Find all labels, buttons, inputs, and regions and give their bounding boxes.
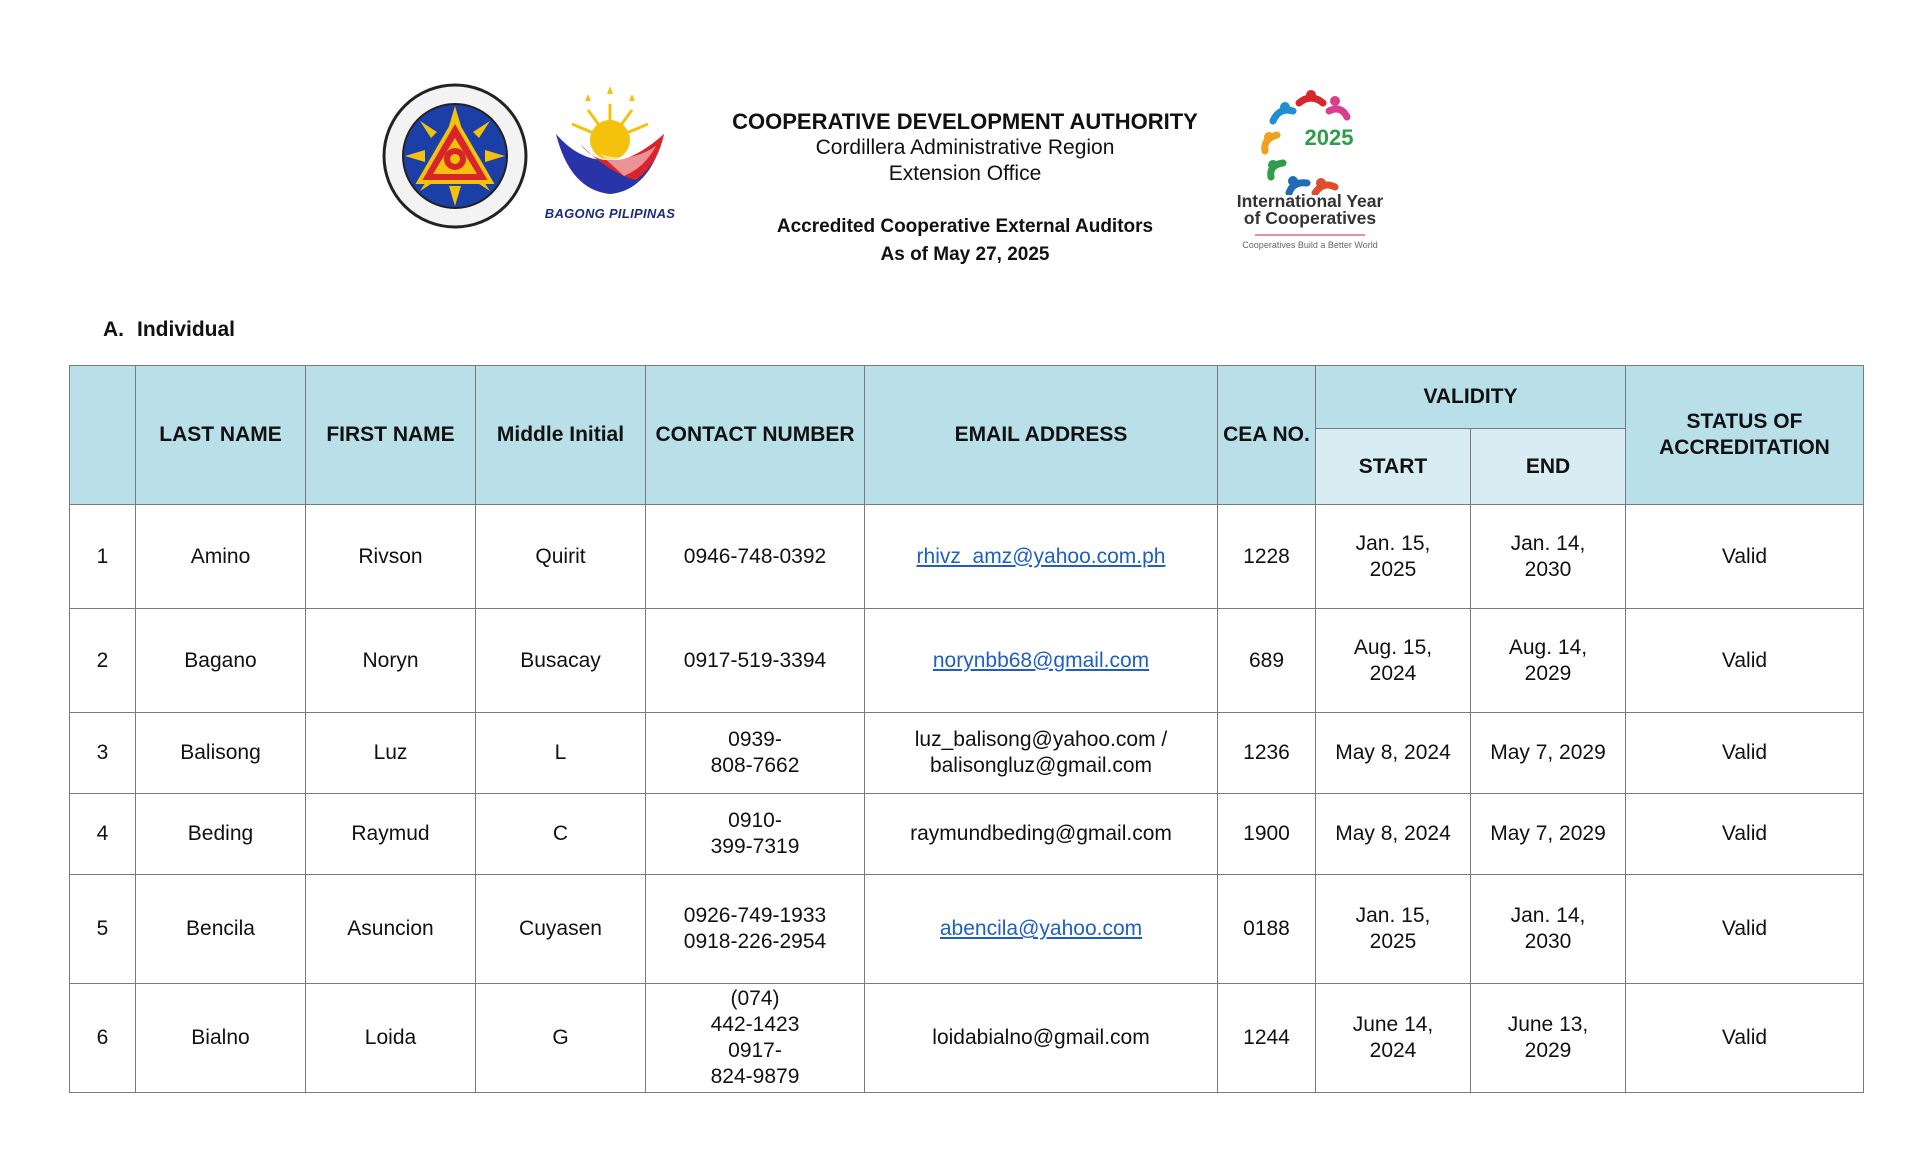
cell-validity-end-line: May 7, 2029 [1490,741,1606,764]
cell-validity-end-line: 2029 [1524,661,1572,685]
cell-validity-start-line: Jan. 15, [1355,904,1431,927]
document-title: Accredited Cooperative External Auditors [776,216,1154,237]
cell-validity-start-line: Aug. 15, [1353,635,1433,659]
iyc-year-text: 2025 [1304,125,1354,150]
cell-email-address [865,794,1218,875]
cell-middle-initial: G [476,984,646,1093]
cell-validity-start [1316,984,1471,1093]
cell-no: 6 [70,984,136,1093]
cell-validity-end [1471,505,1626,609]
header-first-name: FIRST NAME [306,366,476,505]
table-row [70,505,1864,609]
header-end: END [1471,429,1626,505]
cell-contact-number-line: 808-7662 [710,754,800,777]
cell-validity-end [1471,609,1626,713]
section-title: Individual [137,318,236,341]
cell-contact-number-line: 0946-748-0392 [683,544,827,568]
cell-cea-no: 689 [1218,609,1316,713]
table-row [70,609,1864,713]
cell-contact-number-line: 824-9879 [710,1065,800,1088]
cell-contact-number-line: 399-7319 [710,835,800,858]
header-status: STATUS OF ACCREDITATION [1626,366,1864,505]
cell-validity-start-line: 2025 [1369,930,1417,953]
cell-contact-number-line: (074) [730,987,780,1010]
cell-validity-start-line: Jan. 15, [1355,531,1431,555]
table-body [70,505,1864,1093]
cell-middle-initial: C [476,794,646,875]
cell-validity-end-line: 2030 [1524,557,1572,581]
cell-first-name: Rivson [306,505,476,609]
table-row [70,713,1864,794]
cell-validity-end-line: 2029 [1524,1039,1572,1062]
cell-contact-number [646,794,865,875]
cell-cea-no: 1900 [1218,794,1316,875]
header-cea-no: CEA NO. [1218,366,1316,505]
cell-validity-start [1316,609,1471,713]
cell-no: 1 [70,505,136,609]
cell-validity-end [1471,713,1626,794]
cell-validity-start-line: June 14, [1352,1013,1434,1036]
cell-last-name: Bagano [136,609,306,713]
cell-no: 2 [70,609,136,713]
iyc-divider [1255,234,1365,236]
region-name: Cordillera Administrative Region [815,136,1115,159]
email-link[interactable]: rhivz_amz@yahoo.com.ph [916,544,1166,568]
document-header [705,108,1225,269]
cell-validity-start [1316,505,1471,609]
cell-email-address-line: balisongluz@gmail.com [929,754,1153,777]
cell-email-address-line: loidabialno@gmail.com [932,1026,1150,1049]
header-start: START [1316,429,1471,505]
cell-middle-initial: Busacay [476,609,646,713]
table-header [70,366,1864,505]
cell-contact-number-line: 0926-749-1933 [683,904,827,927]
cell-middle-initial: L [476,713,646,794]
cell-last-name: Bialno [136,984,306,1093]
cell-email-address [865,713,1218,794]
cell-validity-start-line: May 8, 2024 [1335,741,1451,764]
cell-validity-end-line: Jan. 14, [1510,531,1586,555]
cell-validity-start [1316,713,1471,794]
header-email-address: EMAIL ADDRESS [865,366,1218,505]
cell-validity-end-line: May 7, 2029 [1490,822,1606,845]
cell-contact-number [646,713,865,794]
agency-name: COOPERATIVE DEVELOPMENT AUTHORITY [732,109,1198,134]
cell-first-name: Raymud [306,794,476,875]
cell-contact-number-line: 0917- [728,1039,782,1062]
cell-middle-initial: Cuyasen [476,875,646,984]
table-row [70,875,1864,984]
cell-contact-number [646,609,865,713]
office-name: Extension Office [888,162,1042,185]
cell-contact-number-line: 0917-519-3394 [683,648,827,672]
cell-email-address [865,875,1218,984]
cell-first-name: Luz [306,713,476,794]
document-date: As of May 27, 2025 [880,244,1050,265]
cell-cea-no: 1236 [1218,713,1316,794]
cell-cea-no: 0188 [1218,875,1316,984]
cell-validity-end-line: Jan. 14, [1510,904,1586,927]
cell-last-name: Beding [136,794,306,875]
section-heading [103,318,235,342]
iyc-2025-logo [1225,85,1395,275]
cda-seal-icon [381,82,529,230]
header-no [70,366,136,505]
cell-contact-number-line: 0918-226-2954 [683,930,827,953]
cell-contact-number-line: 442-1423 [710,1013,800,1036]
cell-contact-number-line: 0910- [728,809,782,832]
cell-status: Valid [1626,875,1864,984]
header-contact-number: CONTACT NUMBER [646,366,865,505]
cell-middle-initial: Quirit [476,505,646,609]
table-row [70,984,1864,1093]
cell-validity-start-line: 2024 [1369,1039,1417,1062]
cell-no: 3 [70,713,136,794]
cell-email-address-line: raymundbeding@gmail.com [910,822,1172,845]
cell-status: Valid [1626,505,1864,609]
cell-last-name: Bencila [136,875,306,984]
cell-first-name: Loida [306,984,476,1093]
cell-contact-number [646,875,865,984]
section-letter: A. [103,318,124,341]
cell-validity-end-line: Aug. 14, [1508,635,1588,659]
cell-validity-start-line: May 8, 2024 [1335,822,1451,845]
auditors-table [69,365,1864,1093]
email-link[interactable]: norynbb68@gmail.com [932,648,1150,672]
cell-first-name: Noryn [306,609,476,713]
international-year-of-cooperatives-logo-icon [1255,85,1365,195]
cell-status: Valid [1626,984,1864,1093]
header-last-name: LAST NAME [136,366,306,505]
bagong-pilipinas-logo-icon [540,82,680,202]
cell-email-address-line: luz_balisong@yahoo.com / [914,728,1168,751]
cell-no: 4 [70,794,136,875]
cell-contact-number [646,984,865,1093]
cell-last-name: Balisong [136,713,306,794]
iyc-tagline: Cooperatives Build a Better World [1242,240,1378,250]
cell-validity-start [1316,794,1471,875]
cell-cea-no: 1228 [1218,505,1316,609]
iyc-name-line1: International Year [1236,191,1384,211]
iyc-name-line2: of Cooperatives [1243,208,1377,228]
cell-contact-number [646,505,865,609]
email-link[interactable]: abencila@yahoo.com [939,917,1143,940]
cell-validity-start-line: 2024 [1369,661,1417,685]
cell-validity-end-line: 2030 [1524,930,1572,953]
cell-status: Valid [1626,794,1864,875]
cell-cea-no: 1244 [1218,984,1316,1093]
cell-email-address [865,505,1218,609]
cell-validity-start-line: 2025 [1369,557,1417,581]
cell-validity-start [1316,875,1471,984]
cell-email-address [865,984,1218,1093]
cda-seal-logo [381,82,529,230]
cell-status: Valid [1626,609,1864,713]
cell-validity-end [1471,794,1626,875]
table-row [70,794,1864,875]
cell-status: Valid [1626,713,1864,794]
cell-validity-end [1471,984,1626,1093]
cell-no: 5 [70,875,136,984]
header-middle-initial: Middle Initial [476,366,646,505]
cell-contact-number-line: 0939- [728,728,782,751]
cell-validity-end [1471,875,1626,984]
bagong-pilipinas-text: BAGONG PILIPINAS [544,206,676,221]
cell-validity-end-line: June 13, [1507,1013,1589,1036]
header-validity: VALIDITY [1316,366,1626,429]
cell-last-name: Amino [136,505,306,609]
cell-email-address [865,609,1218,713]
bagong-pilipinas-logo [540,82,680,227]
cell-first-name: Asuncion [306,875,476,984]
